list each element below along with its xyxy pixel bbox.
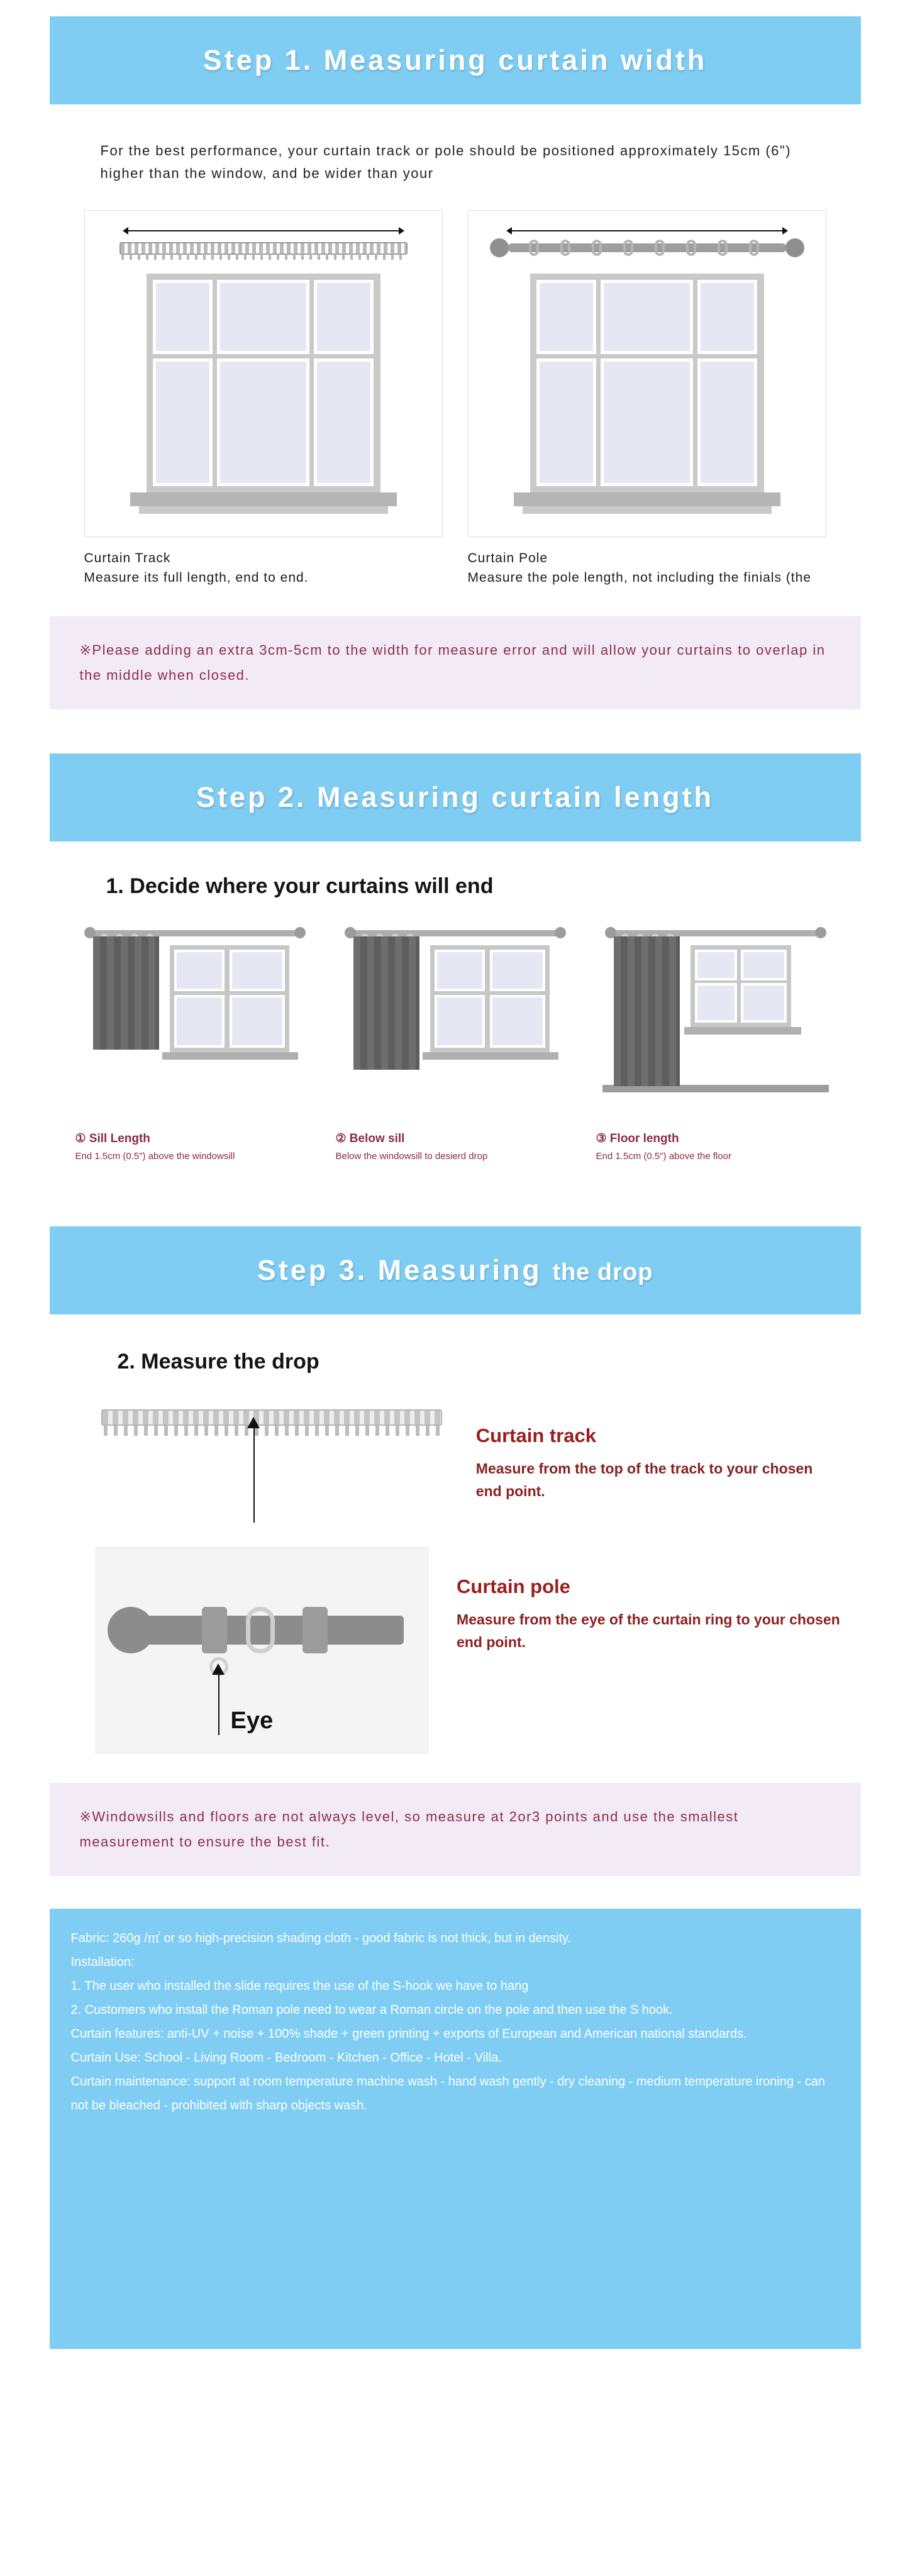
curtain-track-illustration bbox=[84, 210, 443, 537]
width-arrow bbox=[123, 225, 404, 237]
option-below-sill bbox=[336, 915, 575, 1163]
info-line: Installation: bbox=[70, 1955, 135, 1969]
curtain-track-measure-desc: Measure from the top of the track to your chosen end point. bbox=[475, 1460, 813, 1499]
curtain-track-measure-text bbox=[476, 1396, 842, 1502]
window-sill-icon bbox=[130, 492, 397, 506]
step1-banner bbox=[50, 16, 861, 104]
below-sill-desc: Below the windowsill to desierd drop bbox=[335, 1151, 488, 1162]
curtain-track-caption-text: Measure its full length, end to end. bbox=[84, 570, 309, 585]
curtain-pole-caption-text: Measure the pole length, not including the finials (the bbox=[467, 570, 811, 585]
floor-length-label: ③ Floor length bbox=[596, 1132, 679, 1145]
curtain-pole-measure-desc: Measure from the eye of the curtain ring to your chosen end point. bbox=[457, 1611, 840, 1650]
info-line: 2. Customers who install the Roman pole need to wear a Roman circle on the pole and then use the S hook. bbox=[70, 2003, 673, 2017]
step3-banner-title-main: Step 3. Measuring bbox=[257, 1254, 542, 1286]
measure-track-row bbox=[69, 1396, 842, 1521]
step1-banner-title: Step 1. Measuring curtain width bbox=[203, 44, 707, 76]
curtain-pole-illustration bbox=[468, 210, 826, 537]
step3-banner bbox=[50, 1226, 861, 1314]
sill-length-label: ① Sill Length bbox=[75, 1132, 150, 1145]
info-line: Curtain Use: School - Living Room - Bedroom - Kitchen - Office - Hotel - Villa. bbox=[70, 2051, 502, 2065]
curtain-pole-measure-title: Curtain pole bbox=[457, 1575, 570, 1597]
step3-heading: 2. Measure the drop bbox=[117, 1350, 319, 1374]
track-hooks-icon bbox=[121, 253, 406, 260]
sill-length-illustration bbox=[75, 915, 314, 1123]
step2-banner bbox=[50, 753, 861, 841]
curtain-pole-measure-text bbox=[457, 1546, 841, 1653]
curtain-ring-icon bbox=[246, 1607, 275, 1653]
below-sill-label: ② Below sill bbox=[335, 1132, 405, 1145]
product-info-block bbox=[50, 1909, 861, 2349]
window-sill-lower-icon bbox=[139, 505, 388, 514]
curtain-track-measure-title: Curtain track bbox=[475, 1424, 597, 1446]
curtain-track-measure-illustration bbox=[95, 1396, 448, 1521]
curtain-pole-caption-title: Curtain Pole bbox=[467, 551, 548, 565]
step2-heading: 1. Decide where your curtains will end bbox=[106, 874, 494, 898]
window-sill-lower-icon bbox=[523, 505, 772, 514]
step1-diagram-panels bbox=[75, 210, 836, 587]
info-line: Curtain maintenance: support at room temperature machine wash - hand wash gently - dry cleaning - medium temperature ironing - can not be bleached - prohibited with sharp objects wash. bbox=[70, 2075, 825, 2112]
info-line: 1. The user who installed the slide requires the use of the S-hook we have to hang bbox=[70, 1979, 529, 1993]
measure-pole-row bbox=[69, 1546, 842, 1754]
step3-banner-title bbox=[257, 1254, 653, 1287]
curtain-length-options bbox=[69, 915, 842, 1163]
sill-length-desc: End 1.5cm (0.5") above the windowsill bbox=[75, 1151, 235, 1162]
step1-note: ※Please adding an extra 3cm-5cm to the width for measure error and will allow your curtains to overlap in the middle when closed. bbox=[50, 616, 861, 709]
step3-note: ※Windowsills and floors are not always level, so measure at 2or3 points and use the smallest measurement to ensure the best fit. bbox=[50, 1783, 861, 1876]
option-sill-length bbox=[75, 915, 314, 1163]
curtain-track-caption-title: Curtain Track bbox=[84, 551, 171, 565]
info-line: Curtain features: anti-UV + noise + 100% shade + green printing + exports of European and American national standards. bbox=[70, 2027, 747, 2041]
floor-length-desc: End 1.5cm (0.5") above the floor bbox=[596, 1151, 731, 1162]
curtain-track-caption bbox=[84, 548, 443, 587]
pole-finial-right-icon bbox=[785, 238, 804, 257]
window-frame-icon bbox=[147, 274, 380, 492]
curtain-pole-measure-illustration bbox=[95, 1546, 430, 1754]
curtain-pole-panel bbox=[468, 210, 826, 587]
eye-label: Eye bbox=[230, 1707, 274, 1734]
below-sill-illustration bbox=[336, 915, 575, 1123]
pole-width-arrow bbox=[506, 225, 788, 237]
curtain-track-icon bbox=[119, 242, 408, 255]
step3-banner-title-sub: the drop bbox=[552, 1259, 653, 1285]
curtain-pole-icon bbox=[508, 243, 787, 252]
curtain-track-panel bbox=[84, 210, 443, 587]
window-frame-icon bbox=[530, 274, 764, 492]
curtain-pole-caption bbox=[468, 548, 826, 587]
floor-length-illustration bbox=[596, 915, 835, 1123]
info-line: Fabric: 260g /㎡ or so high-precision shading cloth - good fabric is not thick, but in density. bbox=[70, 1931, 572, 1945]
step2-banner-title: Step 2. Measuring curtain length bbox=[196, 781, 714, 813]
step1-intro-text: For the best performance, your curtain track or pole should be positioned approximately 15cm (6") higher than the window, and be wider than your bbox=[100, 143, 792, 181]
window-sill-icon bbox=[514, 492, 780, 506]
pole-finial-left-icon bbox=[490, 238, 509, 257]
option-floor-length bbox=[596, 915, 835, 1163]
